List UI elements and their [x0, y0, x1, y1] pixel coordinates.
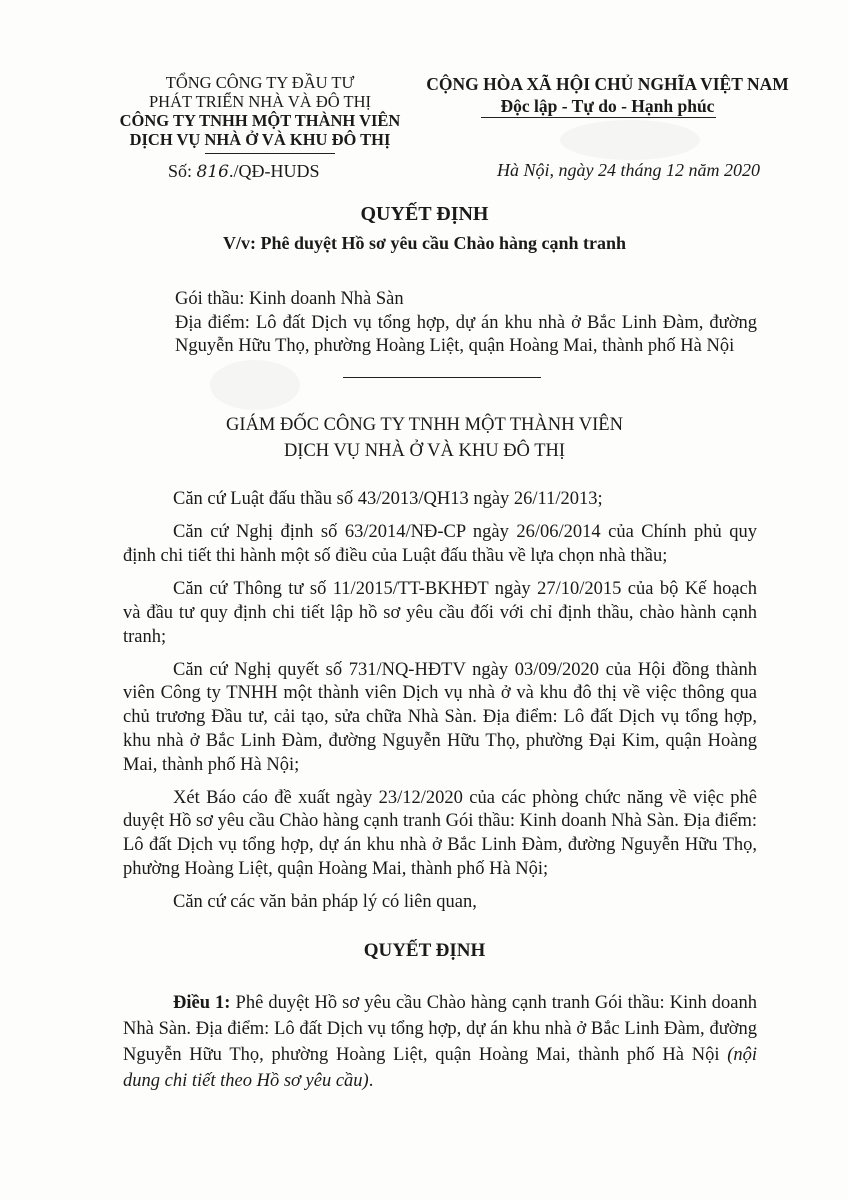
document-title: QUYẾT ĐỊNH: [360, 203, 489, 225]
national-title: CỘNG HÒA XÃ HỘI CHỦ NGHĨA VIỆT NAM: [426, 74, 789, 94]
scan-smudge: [210, 360, 300, 410]
motto-underline: [481, 117, 716, 118]
national-header: [400, 73, 815, 117]
document-number-suffix: ./QĐ-HUDS: [228, 161, 320, 181]
package-location: Địa điểm: Lô đất Dịch vụ tổng hợp, dự án khu nhà ở Bắc Linh Đàm, đường Nguyễn Hữu Thọ, phường Hoàng Liệt, quận Hoàng Mai, thành phố Hà Nội: [175, 312, 757, 356]
legal-basis-resolution: Căn cứ Nghị quyết số 731/NQ-HĐTV ngày 03/09/2020 của Hội đồng thành viên Công ty TNHH một thành viên Dịch vụ nhà ở và khu đô thị về việc thông qua chủ trương Đầu tư, cải tạo, sửa chữa Nhà Sàn. Địa điểm: Lô đất Dịch vụ tổng hợp, khu nhà ở Bắc Linh Đàm, đường Nguyễn Hữu Thọ, phường Đại Kim, quận Hoàng Mai, thành phố Hà Nội;: [123, 659, 757, 775]
issuer-company-line2: DỊCH VỤ NHÀ Ở VÀ KHU ĐÔ THỊ: [129, 130, 391, 149]
package-divider: [343, 377, 541, 378]
document-number-handwritten: 816: [196, 162, 229, 182]
article-1-text: Phê duyệt Hồ sơ yêu cầu Chào hàng cạnh tranh Gói thầu: Kinh doanh Nhà Sàn. Địa điểm: Lô đất Dịch vụ tổng hợp, dự án khu nhà ở Bắc Linh Đàm, đường Nguyễn Hữu Thọ, phường Hoàng Liệt, quận Hoàng Mai, thành phố Hà Nội: [123, 993, 757, 1065]
issue-date: Hà Nội, ngày 24 tháng 12 năm 2020: [497, 160, 760, 180]
national-motto: Độc lập - Tự do - Hạnh phúc: [500, 96, 715, 116]
article-1: [123, 990, 757, 1094]
package-name: Gói thầu: Kinh doanh Nhà Sàn: [175, 289, 404, 309]
article-1-end: .: [368, 1071, 374, 1091]
issuer-underline: [205, 153, 335, 154]
issuer-company-line1: CÔNG TY TNHH MỘT THÀNH VIÊN: [119, 111, 401, 130]
article-1-note: (nội dung chi tiết theo Hồ sơ yêu cầu): [123, 1045, 757, 1091]
legal-basis-report: Xét Báo cáo đề xuất ngày 23/12/2020 của các phòng chức năng về việc phê duyệt Hồ sơ yêu cầu Chào hàng cạnh tranh Gói thầu: Kinh doanh Nhà Sàn. Địa điểm: Lô đất Dịch vụ tổng hợp, dự án khu nhà ở Bắc Linh Đàm, đường Nguyễn Hữu Thọ, phường Hoàng Liệt, quận Hoàng Mai, thành phố Hà Nội;: [123, 787, 758, 879]
legal-basis-decree: Căn cứ Nghị định số 63/2014/NĐ-CP ngày 26/06/2014 của Chính phủ quy định chi tiết thi hành một số điều của Luật đấu thầu về lựa chọn nhà thầu;: [123, 522, 757, 566]
legal-basis-other: Căn cứ các văn bản pháp lý có liên quan,: [173, 892, 477, 913]
article-1-paragraph: [123, 990, 757, 1094]
legal-basis-law: Căn cứ Luật đấu thầu số 43/2013/QH13 ngày 26/11/2013;: [173, 489, 603, 509]
package-block: [175, 288, 757, 359]
scan-smudge: [560, 120, 700, 160]
legal-basis-circular: Căn cứ Thông tư số 11/2015/TT-BKHĐT ngày 27/10/2015 của bộ Kế hoạch và đầu tư quy định chi tiết lập hồ sơ yêu cầu đối với chỉ định thầu, chào hành cạnh tranh;: [123, 579, 757, 647]
authority-line1: GIÁM ĐỐC CÔNG TY TNHH MỘT THÀNH VIÊN: [226, 415, 623, 435]
authority-line2: DỊCH VỤ NHÀ Ở VÀ KHU ĐÔ THỊ: [283, 441, 566, 461]
document-number-prefix: Số:: [168, 161, 193, 181]
issuer-parent-line2: PHÁT TRIỂN NHÀ VÀ ĐÔ THỊ: [149, 92, 371, 111]
authority-heading: [0, 412, 849, 464]
article-1-label: Điều 1:: [173, 993, 231, 1013]
legal-bases: [123, 488, 757, 924]
decision-heading: QUYẾT ĐỊNH: [363, 940, 486, 961]
issuer-header: [100, 73, 420, 149]
document-subject: V/v: Phê duyệt Hồ sơ yêu cầu Chào hàng cạnh tranh: [222, 233, 626, 253]
issuer-parent-line1: TỔNG CÔNG TY ĐẦU TƯ: [165, 73, 355, 92]
document-number: [168, 161, 319, 182]
